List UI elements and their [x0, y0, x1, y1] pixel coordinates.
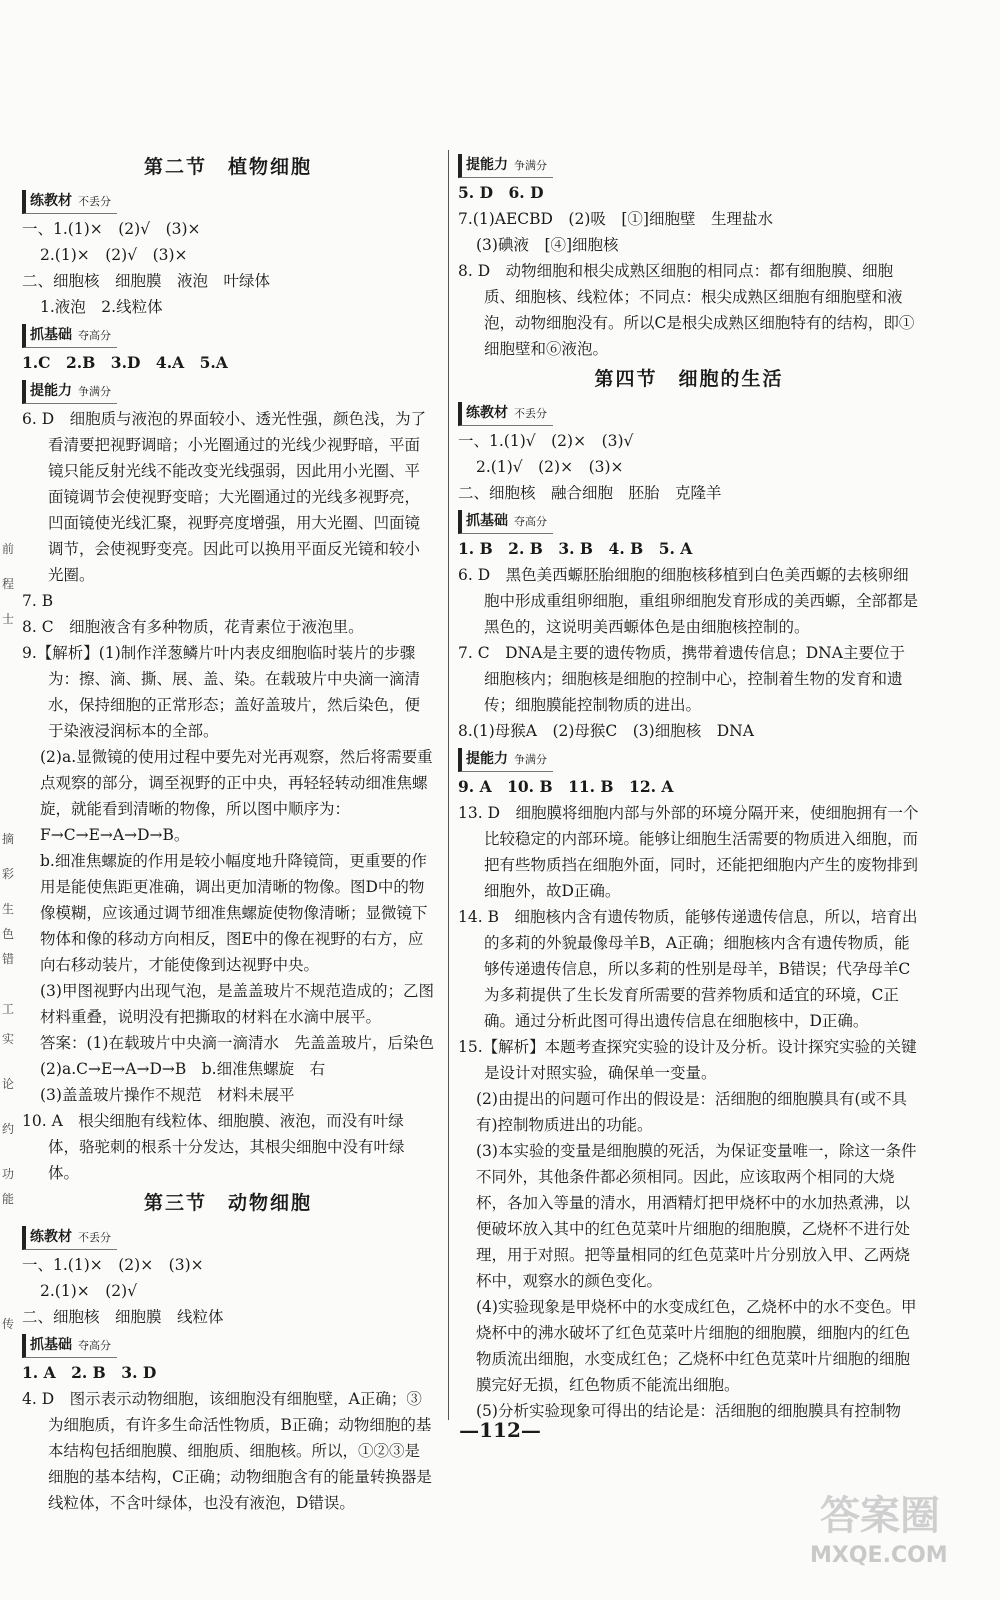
watermark — [800, 1485, 980, 1585]
answer-line: 7. B — [22, 592, 54, 610]
answer-paragraph: 6. D 黑色美西螈胚胎细胞的细胞核移植到白色美西螈的去核卵细胞中形成重组卵细胞，重组卵细胞发育形成的美西螈，全部都是黑色的，这说明美西螈体色是由细胞核控制的。 — [458, 566, 919, 636]
label-tag: 争满分 — [514, 159, 547, 172]
answer-paragraph: 6. D 细胞质与液泡的界面较小、透光性强，颜色浅，为了看清要把视野调暗；小光圈通过的光线少视野暗，平面镜只能反射光线不能改变光线强弱，因此用小光圈、平面镜调节会使视野变暗；大光圈通过的光线多视野亮，凹面镜使光线汇聚，视野亮度增强，用大光圈、凹面镜调节，会使视野变亮。因此可以换用平面反光镜和较小光圈。 — [22, 410, 427, 584]
section-label-zhua — [22, 324, 117, 348]
answer-paragraph: 4. D 图示表示动物细胞，该细胞没有细胞壁，A正确；③为细胞质，有许多生命活性物质，B正确；动物细胞的基本结构包括细胞膜、细胞质、细胞核。所以，①②③是细胞的基本结构，C正确；动物细胞含有的能量转换器是线粒体，不含叶绿体，也没有液泡，D错误。 — [22, 1390, 432, 1512]
answer-line: 2.(1)√ (2)× (3)× — [476, 458, 624, 476]
margin-char: 士 — [2, 612, 15, 626]
answer-line: 8.(1)母猴A (2)母猴C (3)细胞核 DNA — [458, 722, 754, 740]
answer-line: 一、1.(1)× (2)× (3)× — [22, 1256, 204, 1274]
answer-paragraph: 14. B 细胞核内含有遗传物质，能够传递遗传信息，所以，培育出的多莉的外貌最像母羊B，A正确；细胞核内含有遗传物质，能够传递遗传信息，所以多莉的性别是母羊，B错误；代孕母羊C为多莉提供了生长发育所需要的营养物质和适宜的环境，C正确。通过分析此图可得出遗传信息在细胞核中，D正确。 — [458, 908, 918, 1030]
answer-line: 7.(1)AECBD (2)吸 [①]细胞壁 生理盐水 — [458, 210, 773, 228]
answer-paragraph: 8. C 细胞液含有多种物质，花青素位于液泡里。 — [22, 618, 364, 636]
answer-paragraph: 15.【解析】本题考查探究实验的设计及分析。设计探究实验的关键是设计对照实验，确保单一变量。 — [458, 1038, 917, 1082]
margin-char: 彩 — [2, 867, 15, 881]
margin-char: 前 — [2, 542, 15, 556]
margin-char: 生 — [2, 902, 15, 916]
label-text: 提能力 — [466, 751, 508, 767]
answer-line: 1. A 2. B 3. D — [22, 1363, 157, 1382]
answer-paragraph: (3)甲图视野内出现气泡，是盖盖玻片不规范造成的；乙图材料重叠，说明没有把撕取的材料在水滴中展平。 — [40, 982, 434, 1026]
label-text: 练教材 — [466, 405, 508, 421]
label-text: 提能力 — [30, 383, 72, 399]
answer-paragraph: (3)本实验的变量是细胞膜的死活，为保证变量唯一，除这一条件不同外，其他条件都必须相同。因此，应该取两个相同的大烧杯，各加入等量的清水，用酒精灯把甲烧杯中的水加热煮沸，以便破坏放入其中的红色苋菜叶片细胞的细胞膜，乙烧杯不进行处理，用于对照。把等量相同的红色苋菜叶片分别放入甲、乙两烧杯中，观察水的颜色变化。 — [476, 1142, 917, 1290]
answer-paragraph: 13. D 细胞膜将细胞内部与外部的环境分隔开来，使细胞拥有一个比较稳定的内部环境。能够让细胞生活需要的物质进入细胞，而把有些物质挡在细胞外面，同时，还能把细胞内产生的废物排到细胞外，故D正确。 — [458, 804, 919, 900]
margin-char: 约 — [2, 1122, 15, 1136]
column-divider — [448, 150, 449, 1420]
answer-paragraph: 9.【解析】(1)制作洋葱鳞片叶内表皮细胞临时装片的步骤为：擦、滴、撕、展、盖、染。在载玻片中央滴一滴清水，保持细胞的正常形态；盖好盖玻片，然后染色，便于染液浸润标本的全部。 — [22, 644, 421, 740]
label-text: 练教材 — [30, 1229, 72, 1245]
section-label-lian — [458, 402, 553, 426]
answer-paragraph: (5)分析实验现象可得出的结论是：活细胞的细胞膜具有控制物 — [476, 1402, 901, 1420]
section-label-lian — [22, 190, 117, 214]
answer-line: 一、1.(1)× (2)√ (3)× — [22, 220, 201, 238]
label-tag: 不丢分 — [78, 1231, 111, 1244]
answer-paragraph: (4)实验现象是甲烧杯中的水变成红色，乙烧杯中的水不变色。甲烧杯中的沸水破坏了红色苋菜叶片细胞的细胞膜，细胞内的红色物质流出细胞，水变成红色；乙烧杯中红色苋菜叶片细胞的细胞膜完好无损，红色物质不能流出细胞。 — [476, 1298, 917, 1394]
watermark-url: MXQE.COM — [810, 1543, 948, 1568]
watermark-logo-text: 答案圈 — [820, 1493, 940, 1539]
section-label-lian — [22, 1226, 117, 1250]
margin-char: 功 — [2, 1167, 15, 1181]
section-label-ti — [22, 380, 117, 404]
section-title: 第二节 植物细胞 — [143, 156, 312, 178]
answer-line: 1.液泡 2.线粒体 — [40, 298, 163, 316]
label-text: 练教材 — [30, 193, 72, 209]
answer-paragraph: (2)a.显微镜的使用过程中要先对光再观察，然后将需要重点观察的部分，调至视野的正中央，再轻轻转动细准焦螺旋，就能看到清晰的物像，所以图中顺序为：F→C→E→A→D→B。 — [40, 748, 433, 844]
label-tag: 不丢分 — [514, 407, 547, 420]
right-column — [458, 150, 920, 1424]
label-text: 抓基础 — [30, 327, 72, 343]
margin-char: 摘 — [2, 832, 15, 846]
answer-line: 1.C 2.B 3.D 4.A 5.A — [22, 353, 228, 372]
label-text: 抓基础 — [30, 1337, 72, 1353]
margin-char: 论 — [2, 1077, 15, 1091]
margin-char: 程 — [2, 577, 15, 591]
section-label-zhua — [22, 1334, 117, 1358]
label-tag: 争满分 — [514, 753, 547, 766]
label-tag: 夺高分 — [78, 329, 111, 342]
left-column — [22, 150, 444, 1516]
section-label-zhua — [458, 510, 553, 534]
page-number: —112— — [459, 1418, 541, 1442]
answer-paragraph: 8. D 动物细胞和根尖成熟区细胞的相同点：都有细胞膜、细胞质、细胞核、线粒体；不同点：根尖成熟区细胞有细胞壁和液泡，动物细胞没有。所以C是根尖成熟区细胞特有的结构，即①细胞壁和⑥液泡。 — [458, 262, 915, 358]
margin-char: 实 — [2, 1032, 15, 1046]
section-title: 第三节 动物细胞 — [143, 1192, 312, 1214]
answer-line: 2.(1)× (2)√ — [40, 1282, 138, 1300]
answer-line: 二、细胞核 细胞膜 线粒体 — [22, 1308, 224, 1326]
answer-line: 5. D 6. D — [458, 183, 544, 202]
label-tag: 夺高分 — [78, 1339, 111, 1352]
answer-line: 二、细胞核 融合细胞 胚胎 克隆羊 — [458, 484, 722, 502]
label-text: 抓基础 — [466, 513, 508, 529]
section-label-ti — [458, 154, 553, 178]
section-label-ti — [458, 748, 553, 772]
answer-line: 2.(1)× (2)√ (3)× — [40, 246, 188, 264]
answer-line: 二、细胞核 细胞膜 液泡 叶绿体 — [22, 272, 271, 290]
margin-char: 能 — [2, 1192, 15, 1206]
section-title: 第四节 细胞的生活 — [594, 368, 784, 390]
answer-line: 答案：(1)在载玻片中央滴一滴清水 先盖盖玻片，后染色 — [40, 1034, 434, 1052]
label-tag: 争满分 — [78, 385, 111, 398]
margin-char: 工 — [2, 1002, 15, 1016]
label-tag: 夺高分 — [514, 515, 547, 528]
watermark-logo — [820, 1485, 970, 1540]
label-text: 提能力 — [466, 157, 508, 173]
answer-line: (3)盖盖玻片操作不规范 材料未展平 — [40, 1086, 295, 1104]
answer-line: (2)a.C→E→A→D→B b.细准焦螺旋 右 — [40, 1060, 326, 1078]
answer-line: 1. B 2. B 3. B 4. B 5. A — [458, 539, 693, 558]
margin-char: 传 — [2, 1317, 15, 1331]
margin-char: 色 — [2, 927, 15, 941]
answer-line: 一、1.(1)√ (2)× (3)√ — [458, 432, 634, 450]
margin-char: 错 — [2, 952, 15, 966]
answer-line: 9. A 10. B 11. B 12. A — [458, 777, 674, 796]
label-tag: 不丢分 — [78, 195, 111, 208]
answer-paragraph: 10. A 根尖细胞有线粒体、细胞膜、液泡，而没有叶绿体，骆驼刺的根系十分发达，其根尖细胞中没有叶绿体。 — [22, 1112, 405, 1182]
answer-paragraph: 7. C DNA是主要的遗传物质，携带着遗传信息；DNA主要位于细胞核内；细胞核是细胞的控制中心，控制着生物的发育和遗传；细胞膜能控制物质的进出。 — [458, 644, 905, 714]
answer-paragraph: (2)由提出的问题可作出的假设是：活细胞的细胞膜具有(或不具有)控制物质进出的功能。 — [476, 1090, 908, 1134]
answer-line: (3)碘液 [④]细胞核 — [476, 236, 619, 254]
answer-paragraph: b.细准焦螺旋的作用是较小幅度地升降镜筒，更重要的作用是能使焦距更准确，调出更加清晰的物像。图D中的物像模糊，应该通过调节细准焦螺旋使物像清晰；显微镜下物体和像的移动方向相反，图E中的像在视野的右方，应向右移动装片，才能使像到达视野中央。 — [40, 852, 428, 974]
